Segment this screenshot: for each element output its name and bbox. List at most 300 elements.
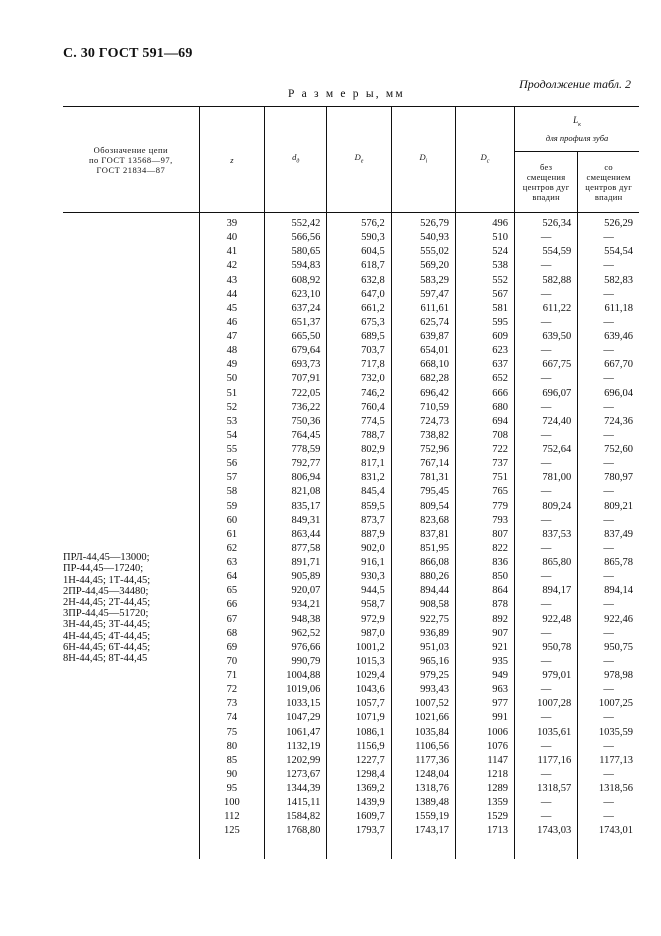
cell-di: 894,44	[391, 584, 455, 598]
cell-z: 44	[199, 288, 264, 302]
cell-di: 979,25	[391, 669, 455, 683]
cell-dd: 778,59	[265, 443, 327, 457]
cell-l2: 922,46	[578, 613, 639, 627]
cell-l2: 526,29	[578, 213, 639, 232]
cell-di: 710,59	[391, 401, 455, 415]
cell-z: 69	[199, 641, 264, 655]
cell-de: 987,0	[327, 627, 391, 641]
designation-list	[63, 407, 199, 664]
cell-dc: 864	[456, 584, 515, 598]
cell-z: 85	[199, 754, 264, 768]
cell-l1: 582,88	[515, 274, 578, 288]
designation-item: 3Н-44,45; 3Т-44,45;	[63, 619, 151, 631]
cell-di: 767,14	[391, 457, 455, 471]
spacer-cell	[265, 839, 327, 859]
cell-l1: —	[515, 598, 578, 612]
cell-dc: 878	[456, 598, 515, 612]
cell-dd: 566,56	[265, 231, 327, 245]
cell-di: 993,43	[391, 683, 455, 697]
cell-dc: 722	[456, 443, 515, 457]
cell-dc: 921	[456, 641, 515, 655]
cell-dd: 1033,15	[265, 697, 327, 711]
cell-de: 1609,7	[327, 810, 391, 824]
cell-dc: 581	[456, 302, 515, 316]
header-lk-no-offset-line: центров дуг	[522, 182, 570, 192]
cell-dc: 1359	[456, 796, 515, 810]
cell-dc: 836	[456, 556, 515, 570]
cell-dd: 920,07	[265, 584, 327, 598]
cell-dc: 751	[456, 471, 515, 485]
cell-dc: 1218	[456, 768, 515, 782]
cell-l1: 1743,03	[515, 824, 578, 838]
cell-dd: 905,89	[265, 570, 327, 584]
cell-dd: 863,44	[265, 528, 327, 542]
cell-l1: 696,07	[515, 387, 578, 401]
cell-l1: —	[515, 429, 578, 443]
cell-di: 569,20	[391, 259, 455, 273]
cell-dc: 595	[456, 316, 515, 330]
cell-dd: 1202,99	[265, 754, 327, 768]
cell-de: 1793,7	[327, 824, 391, 838]
cell-z: 100	[199, 796, 264, 810]
cell-dd: 637,24	[265, 302, 327, 316]
cell-de: 760,4	[327, 401, 391, 415]
cell-l2: 696,04	[578, 387, 639, 401]
cell-dc: 907	[456, 627, 515, 641]
cell-dd: 934,21	[265, 598, 327, 612]
cell-l2: 1035,59	[578, 726, 639, 740]
cell-di: 1035,84	[391, 726, 455, 740]
cell-de: 788,7	[327, 429, 391, 443]
cell-de: 703,7	[327, 344, 391, 358]
cell-de: 831,2	[327, 471, 391, 485]
cell-z: 66	[199, 598, 264, 612]
cell-dd: 990,79	[265, 655, 327, 669]
cell-de: 1086,1	[327, 726, 391, 740]
cell-di: 639,87	[391, 330, 455, 344]
cell-l1: —	[515, 401, 578, 415]
cell-di: 936,89	[391, 627, 455, 641]
cell-z: 47	[199, 330, 264, 344]
designation-item: 1Н-44,45; 1Т-44,45;	[63, 574, 151, 586]
cell-l1: 667,75	[515, 358, 578, 372]
header-root-diameter	[391, 107, 455, 213]
cell-dd: 722,05	[265, 387, 327, 401]
header-outer-diameter	[327, 107, 391, 213]
cell-dc: 496	[456, 213, 515, 232]
cell-l1: 809,24	[515, 500, 578, 514]
cell-dc: 892	[456, 613, 515, 627]
cell-de: 774,5	[327, 415, 391, 429]
cell-de: 817,1	[327, 457, 391, 471]
cell-de: 1227,7	[327, 754, 391, 768]
cell-di: 526,79	[391, 213, 455, 232]
cell-l1: 1318,57	[515, 782, 578, 796]
header-lk-no-offset-line: без	[539, 162, 553, 172]
cell-l2: 950,75	[578, 641, 639, 655]
cell-dc: 694	[456, 415, 515, 429]
cell-dd: 651,37	[265, 316, 327, 330]
table-row	[63, 213, 639, 232]
designation-item: 2ПР-44,45—34480;	[63, 585, 149, 597]
cell-l1: 639,50	[515, 330, 578, 344]
cell-di: 837,81	[391, 528, 455, 542]
cell-dc: 1006	[456, 726, 515, 740]
cell-de: 717,8	[327, 358, 391, 372]
cell-z: 57	[199, 471, 264, 485]
header-designation	[63, 107, 199, 213]
cell-l2: —	[578, 485, 639, 499]
cell-l1: —	[515, 259, 578, 273]
cell-de: 873,7	[327, 514, 391, 528]
cell-l1: —	[515, 316, 578, 330]
cell-di: 965,16	[391, 655, 455, 669]
cell-l2: —	[578, 711, 639, 725]
cell-l1: —	[515, 344, 578, 358]
cell-dc: 963	[456, 683, 515, 697]
cell-di: 809,54	[391, 500, 455, 514]
cell-z: 46	[199, 316, 264, 330]
cell-l2: —	[578, 655, 639, 669]
cell-dc: 609	[456, 330, 515, 344]
cell-de: 930,3	[327, 570, 391, 584]
cell-l2: —	[578, 740, 639, 754]
header-dc-label: D	[480, 152, 487, 163]
table-continuation-label: Продолжение табл. 2	[519, 77, 631, 91]
cell-l2: —	[578, 598, 639, 612]
spacer-cell	[391, 839, 455, 859]
header-di-label: D	[419, 152, 426, 163]
cell-di: 795,45	[391, 485, 455, 499]
cell-de: 1043,6	[327, 683, 391, 697]
designation-item: 2Н-44,45; 2Т-44,45;	[63, 597, 151, 609]
sizes-caption: Р а з м е р ы, мм	[288, 88, 405, 100]
cell-z: 73	[199, 697, 264, 711]
cell-z: 51	[199, 387, 264, 401]
cell-l2: 752,60	[578, 443, 639, 457]
cell-l2: —	[578, 683, 639, 697]
cell-l2: 978,98	[578, 669, 639, 683]
cell-z: 56	[199, 457, 264, 471]
cell-di: 823,68	[391, 514, 455, 528]
cell-di: 540,93	[391, 231, 455, 245]
cell-z: 80	[199, 740, 264, 754]
cell-dc: 1076	[456, 740, 515, 754]
cell-di: 908,58	[391, 598, 455, 612]
header-de-label: D	[354, 152, 361, 163]
cell-di: 922,75	[391, 613, 455, 627]
cell-de: 1071,9	[327, 711, 391, 725]
cell-l2: —	[578, 457, 639, 471]
cell-z: 52	[199, 401, 264, 415]
cell-dc: 935	[456, 655, 515, 669]
cell-l2: —	[578, 316, 639, 330]
cell-z: 63	[199, 556, 264, 570]
cell-de: 732,0	[327, 372, 391, 386]
cell-l2: 1177,13	[578, 754, 639, 768]
cell-z: 50	[199, 372, 264, 386]
spacer-cell	[456, 839, 515, 859]
cell-z: 59	[199, 500, 264, 514]
cell-l2: —	[578, 288, 639, 302]
cell-l1: —	[515, 372, 578, 386]
header-lk-symbol	[515, 115, 639, 130]
cell-de: 647,0	[327, 288, 391, 302]
cell-z: 68	[199, 627, 264, 641]
designation-cell	[63, 213, 199, 859]
cell-de: 661,2	[327, 302, 391, 316]
cell-l1: —	[515, 810, 578, 824]
header-lk-group	[515, 107, 639, 152]
cell-dc: 779	[456, 500, 515, 514]
cell-z: 43	[199, 274, 264, 288]
cell-dd: 1584,82	[265, 810, 327, 824]
cell-l2: —	[578, 259, 639, 273]
cell-l2: —	[578, 231, 639, 245]
cell-di: 696,42	[391, 387, 455, 401]
cell-z: 62	[199, 542, 264, 556]
cell-di: 851,95	[391, 542, 455, 556]
cell-de: 944,5	[327, 584, 391, 598]
header-hub-diameter	[456, 107, 515, 213]
cell-dd: 877,58	[265, 542, 327, 556]
spacer-cell	[578, 839, 639, 859]
table-body	[63, 213, 639, 859]
cell-dd: 1273,67	[265, 768, 327, 782]
cell-l2: 724,36	[578, 415, 639, 429]
cell-de: 604,5	[327, 245, 391, 259]
cell-dc: 1713	[456, 824, 515, 838]
designation-item: ПРЛ-44,45—13000;	[63, 552, 150, 564]
cell-de: 590,3	[327, 231, 391, 245]
cell-dc: 666	[456, 387, 515, 401]
cell-dc: 652	[456, 372, 515, 386]
header-lk-with-offset-line: центров дуг	[585, 182, 632, 192]
header-lk-with-offset-line: впадин	[594, 192, 623, 202]
cell-l1: 950,78	[515, 641, 578, 655]
cell-dc: 538	[456, 259, 515, 273]
cell-l2: 865,78	[578, 556, 639, 570]
cell-l2: —	[578, 768, 639, 782]
cell-l2: 611,18	[578, 302, 639, 316]
cell-l1: —	[515, 457, 578, 471]
cell-z: 41	[199, 245, 264, 259]
cell-di: 866,08	[391, 556, 455, 570]
cell-de: 632,8	[327, 274, 391, 288]
cell-z: 71	[199, 669, 264, 683]
cell-di: 611,61	[391, 302, 455, 316]
cell-z: 40	[199, 231, 264, 245]
cell-dc: 977	[456, 697, 515, 711]
cell-di: 752,96	[391, 443, 455, 457]
cell-dc: 1147	[456, 754, 515, 768]
cell-dc: 510	[456, 231, 515, 245]
cell-dd: 891,71	[265, 556, 327, 570]
cell-di: 597,47	[391, 288, 455, 302]
cell-de: 802,9	[327, 443, 391, 457]
header-lk-label: L	[573, 115, 579, 126]
cell-l2: 837,49	[578, 528, 639, 542]
cell-dd: 1019,06	[265, 683, 327, 697]
cell-dc: 1529	[456, 810, 515, 824]
cell-di: 555,02	[391, 245, 455, 259]
cell-de: 859,5	[327, 500, 391, 514]
cell-l1: 1035,61	[515, 726, 578, 740]
cell-dd: 552,42	[265, 213, 327, 232]
cell-de: 576,2	[327, 213, 391, 232]
cell-dd: 1344,39	[265, 782, 327, 796]
cell-dd: 792,77	[265, 457, 327, 471]
cell-z: 95	[199, 782, 264, 796]
cell-z: 90	[199, 768, 264, 782]
header-z-label: z	[230, 154, 234, 165]
designation-item: 4Н-44,45; 4Т-44,45;	[63, 630, 151, 642]
cell-l1: 1007,28	[515, 697, 578, 711]
cell-de: 1298,4	[327, 768, 391, 782]
cell-di: 625,74	[391, 316, 455, 330]
cell-z: 54	[199, 429, 264, 443]
cell-di: 1007,52	[391, 697, 455, 711]
cell-l1: 979,01	[515, 669, 578, 683]
cell-z: 67	[199, 613, 264, 627]
cell-dc: 737	[456, 457, 515, 471]
header-designation-line: по ГОСТ 13568—97,	[88, 154, 173, 165]
cell-di: 1106,56	[391, 740, 455, 754]
spacer-cell	[327, 839, 391, 859]
header-lk-profile: для профиля зуба	[545, 132, 609, 143]
cell-dc: 793	[456, 514, 515, 528]
cell-de: 1057,7	[327, 697, 391, 711]
header-lk-no-offset-line: впадин	[532, 192, 560, 202]
cell-dc: 991	[456, 711, 515, 725]
cell-dd: 750,36	[265, 415, 327, 429]
header-dc-subscript: c	[486, 158, 490, 165]
cell-l1: 724,40	[515, 415, 578, 429]
cell-dc: 822	[456, 542, 515, 556]
cell-l2: 554,54	[578, 245, 639, 259]
cell-l1: —	[515, 796, 578, 810]
cell-l1: 554,59	[515, 245, 578, 259]
cell-dd: 1415,11	[265, 796, 327, 810]
cell-l1: 837,53	[515, 528, 578, 542]
cell-l1: 781,00	[515, 471, 578, 485]
cell-dc: 850	[456, 570, 515, 584]
cell-dd: 1061,47	[265, 726, 327, 740]
cell-de: 1369,2	[327, 782, 391, 796]
cell-de: 618,7	[327, 259, 391, 273]
cell-l1: —	[515, 231, 578, 245]
cell-l2: —	[578, 401, 639, 415]
cell-l1: 922,48	[515, 613, 578, 627]
cell-dd: 594,83	[265, 259, 327, 273]
cell-de: 1029,4	[327, 669, 391, 683]
cell-de: 916,1	[327, 556, 391, 570]
cell-di: 724,73	[391, 415, 455, 429]
cell-di: 880,26	[391, 570, 455, 584]
cell-dd: 835,17	[265, 500, 327, 514]
cell-z: 45	[199, 302, 264, 316]
cell-l2: 809,21	[578, 500, 639, 514]
cell-dd: 1047,29	[265, 711, 327, 725]
cell-l2: —	[578, 344, 639, 358]
header-lk-with-offset	[578, 152, 639, 213]
cell-di: 1743,17	[391, 824, 455, 838]
cell-l2: 667,70	[578, 358, 639, 372]
cell-dc: 524	[456, 245, 515, 259]
header-lk-with-offset-line: со	[604, 162, 613, 172]
cell-l1: —	[515, 627, 578, 641]
cell-z: 61	[199, 528, 264, 542]
cell-l2: —	[578, 514, 639, 528]
cell-l2: —	[578, 372, 639, 386]
spacer-cell	[515, 839, 578, 859]
cell-di: 682,28	[391, 372, 455, 386]
cell-l1: 865,80	[515, 556, 578, 570]
designation-item: ПР-44,45—17240;	[63, 563, 144, 575]
header-dd-subscript: д	[296, 158, 300, 165]
cell-dc: 680	[456, 401, 515, 415]
cell-z: 55	[199, 443, 264, 457]
cell-l1: —	[515, 768, 578, 782]
cell-de: 746,2	[327, 387, 391, 401]
header-lk-no-offset	[515, 152, 578, 213]
cell-de: 689,5	[327, 330, 391, 344]
cell-z: 65	[199, 584, 264, 598]
cell-z: 60	[199, 514, 264, 528]
cell-dd: 948,38	[265, 613, 327, 627]
cell-l1: —	[515, 683, 578, 697]
cell-dd: 806,94	[265, 471, 327, 485]
cell-z: 53	[199, 415, 264, 429]
cell-l1: 526,34	[515, 213, 578, 232]
cell-dd: 821,08	[265, 485, 327, 499]
cell-z: 42	[199, 259, 264, 273]
cell-di: 1318,76	[391, 782, 455, 796]
cell-di: 781,31	[391, 471, 455, 485]
cell-de: 1439,9	[327, 796, 391, 810]
cell-l2: —	[578, 796, 639, 810]
header-de-subscript: e	[360, 158, 364, 165]
header-di-subscript: i	[425, 158, 428, 165]
cell-dd: 679,64	[265, 344, 327, 358]
cell-l1: 752,64	[515, 443, 578, 457]
cell-z: 72	[199, 683, 264, 697]
cell-de: 845,4	[327, 485, 391, 499]
cell-z: 70	[199, 655, 264, 669]
cell-di: 583,29	[391, 274, 455, 288]
cell-z: 74	[199, 711, 264, 725]
cell-di: 1021,66	[391, 711, 455, 725]
designation-item: 3ПР-44,45—51720;	[63, 608, 149, 620]
header-z	[199, 107, 264, 213]
dimensions-table	[63, 107, 639, 859]
cell-z: 75	[199, 726, 264, 740]
cell-dd: 849,31	[265, 514, 327, 528]
cell-di: 1389,48	[391, 796, 455, 810]
cell-dd: 623,10	[265, 288, 327, 302]
cell-l2: 639,46	[578, 330, 639, 344]
cell-z: 39	[199, 213, 264, 232]
cell-l1: —	[515, 570, 578, 584]
cell-l2: 1743,01	[578, 824, 639, 838]
cell-dc: 1289	[456, 782, 515, 796]
cell-dc: 552	[456, 274, 515, 288]
cell-l1: —	[515, 542, 578, 556]
cell-de: 1156,9	[327, 740, 391, 754]
cell-l2: —	[578, 429, 639, 443]
cell-dc: 807	[456, 528, 515, 542]
cell-z: 64	[199, 570, 264, 584]
